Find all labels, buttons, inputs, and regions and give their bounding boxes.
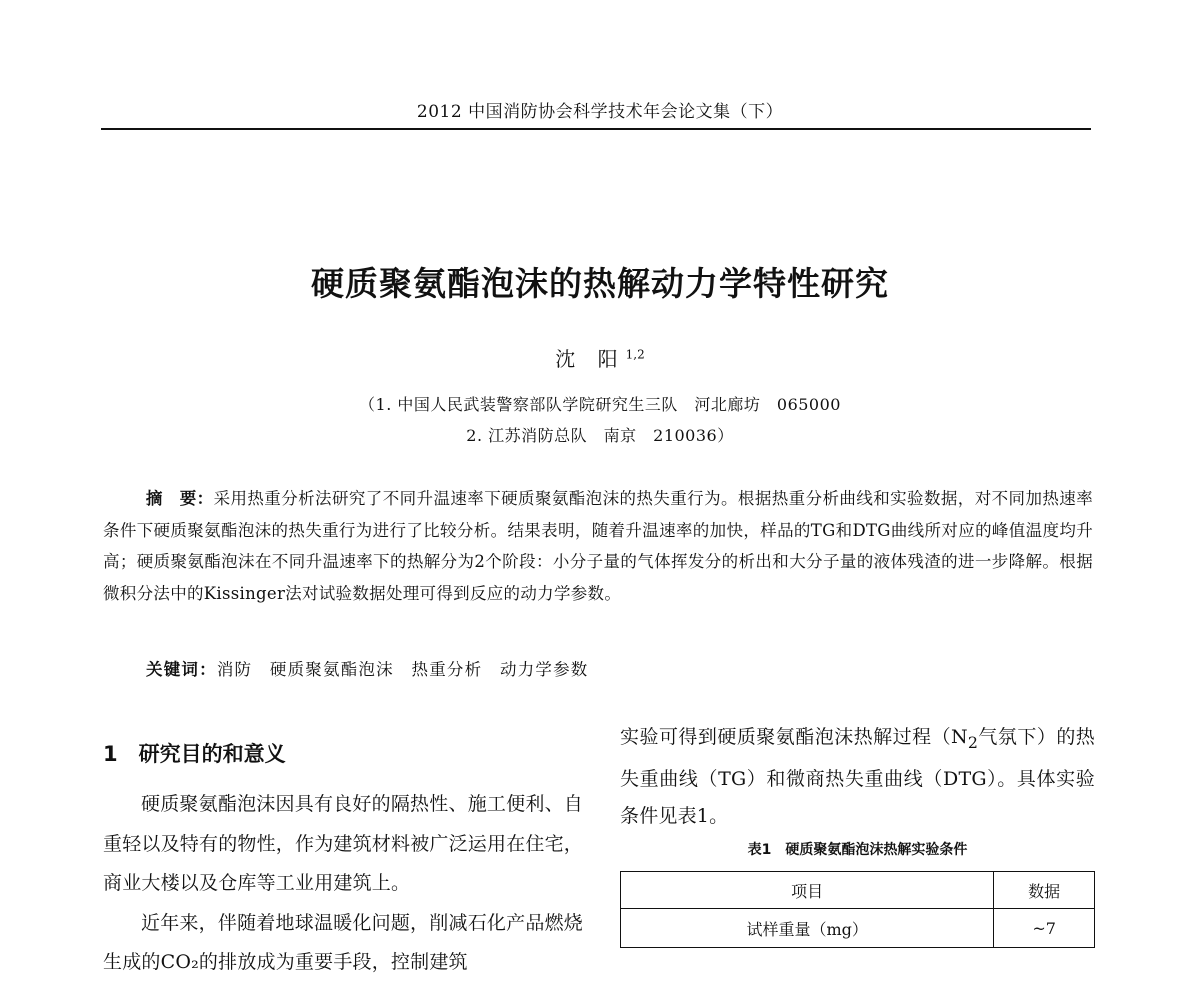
- subscript-2: 2: [967, 732, 979, 752]
- section-heading: [103, 738, 583, 768]
- author-name: 沈 阳: [555, 347, 626, 371]
- table-cell-item: 试样重量（mg）: [621, 909, 994, 948]
- abstract-label: 摘 要：: [145, 489, 214, 508]
- experiment-conditions-table: [620, 871, 1095, 948]
- paragraph-1: 硬质聚氨酯泡沫因具有良好的隔热性、施工便利、自重轻以及特有的物性，作为建筑材料被广泛运用在住宅，商业大楼以及仓库等工业用建筑上。: [103, 793, 584, 894]
- abstract-text: 采用热重分析法研究了不同升温速率下硬质聚氨酯泡沫的热失重行为。根据热重分析曲线和实验数据，对不同加热速率条件下硬质聚氨酯泡沫的热失重行为进行了比较分析。结果表明，随着升温速率的加快，样品的TG和DTG曲线所对应的峰值温度均升高；硬质聚氨酯泡沫在不同升温速率下的热解分为2个阶段：小分子量的气体挥发分的析出和大分子量的液体残渣的进一步降解。根据微积分法中的Kissinger法对试验数据处理可得到反应的动力学参数。: [103, 489, 1094, 603]
- table-header-item: 项目: [621, 872, 994, 909]
- paper-title: 硬质聚氨酯泡沫的热解动力学特性研究: [311, 264, 889, 303]
- affiliation-1: （1. 中国人民武装警察部队学院研究生三队 河北廊坊 065000: [359, 395, 841, 414]
- right-column-body: [620, 719, 1095, 835]
- header-rule: [101, 128, 1091, 130]
- author: [0, 343, 1200, 372]
- section-title: 研究目的和意义: [138, 742, 286, 766]
- keywords: [146, 656, 589, 680]
- table-row: [621, 909, 1095, 948]
- affiliation-2: 2. 江苏消防总队 南京 210036）: [466, 426, 734, 445]
- keywords-text: 消防 硬质聚氨酯泡沫 热重分析 动力学参数: [216, 660, 589, 679]
- right-text-1: 实验可得到硬质聚氨酯泡沫热解过程（N: [620, 726, 968, 748]
- abstract: [103, 483, 1093, 609]
- right-text-2: 气氛下）的热失重曲线（TG）和微商热失重曲线（DTG）。具体实验条件见表1。: [620, 726, 1095, 827]
- right-paragraph: [620, 719, 1095, 835]
- table-caption: 表1 硬质聚氨酯泡沫热解实验条件: [747, 842, 968, 858]
- table-header-data: 数据: [994, 872, 1095, 909]
- table-header-row: [621, 872, 1095, 909]
- keywords-label: 关键词：: [146, 660, 217, 679]
- left-column-body: [103, 785, 583, 983]
- author-superscript: 1,2: [625, 347, 645, 362]
- paragraph-2: 近年来，伴随着地球温暖化问题，削减石化产品燃烧生成的CO₂的排放成为重要手段，控制建筑: [103, 911, 583, 973]
- table-cell-value: ~7: [994, 909, 1095, 948]
- section-number: 1: [103, 742, 118, 766]
- running-head: 2012 中国消防协会科学技术年会论文集（下）: [416, 102, 784, 122]
